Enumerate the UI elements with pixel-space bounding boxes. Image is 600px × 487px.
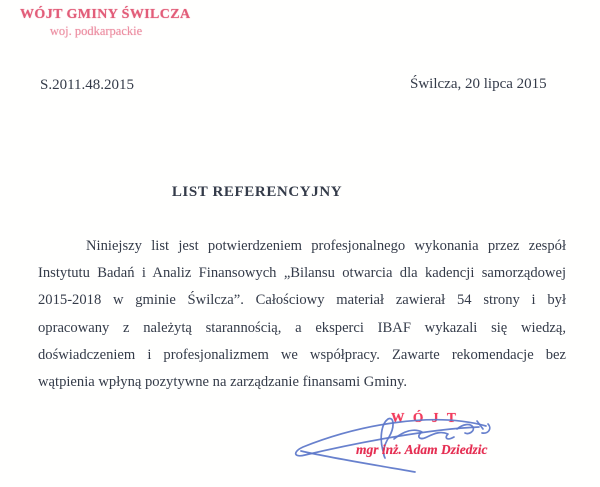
signatory-name: mgr inż. Adam Dziedzic: [356, 442, 488, 457]
body-line: 2015-2018 w gminie Świlcza”. Całościowy materiał zawierał 54 strony i był: [38, 292, 566, 309]
letter-body: [38, 233, 566, 396]
place-and-date: Świlcza, 20 lipca 2015: [410, 76, 547, 92]
stamp-office-name: WÓJT GMINY ŚWILCZA: [20, 7, 191, 22]
signature-role-stamp: WÓJT: [391, 410, 465, 425]
body-line: Instytutu Badań i Analiz Finansowych „Bilansu otwarcia dla kadencji samorządowej: [38, 265, 566, 282]
body-line: wątpienia wpłyną pozytywne na zarządzanie finansami Gminy.: [38, 373, 408, 390]
body-line: opracowany z należytą starannością, a eksperci IBAF wykazali się wiedzą,: [38, 319, 566, 336]
document-title: LIST REFERENCYJNY: [171, 184, 343, 200]
office-stamp: [20, 6, 191, 39]
reference-number: S.2011.48.2015: [40, 77, 135, 93]
body-line: doświadczeniem i profesjonalizmem we współpracy. Zawarte rekomendacje bez: [38, 346, 566, 363]
stamp-voivodeship: woj. podkarpackie: [49, 23, 143, 38]
body-line: Niniejszy list jest potwierdzeniem profesjonalnego wykonania przez zespół: [86, 238, 566, 254]
